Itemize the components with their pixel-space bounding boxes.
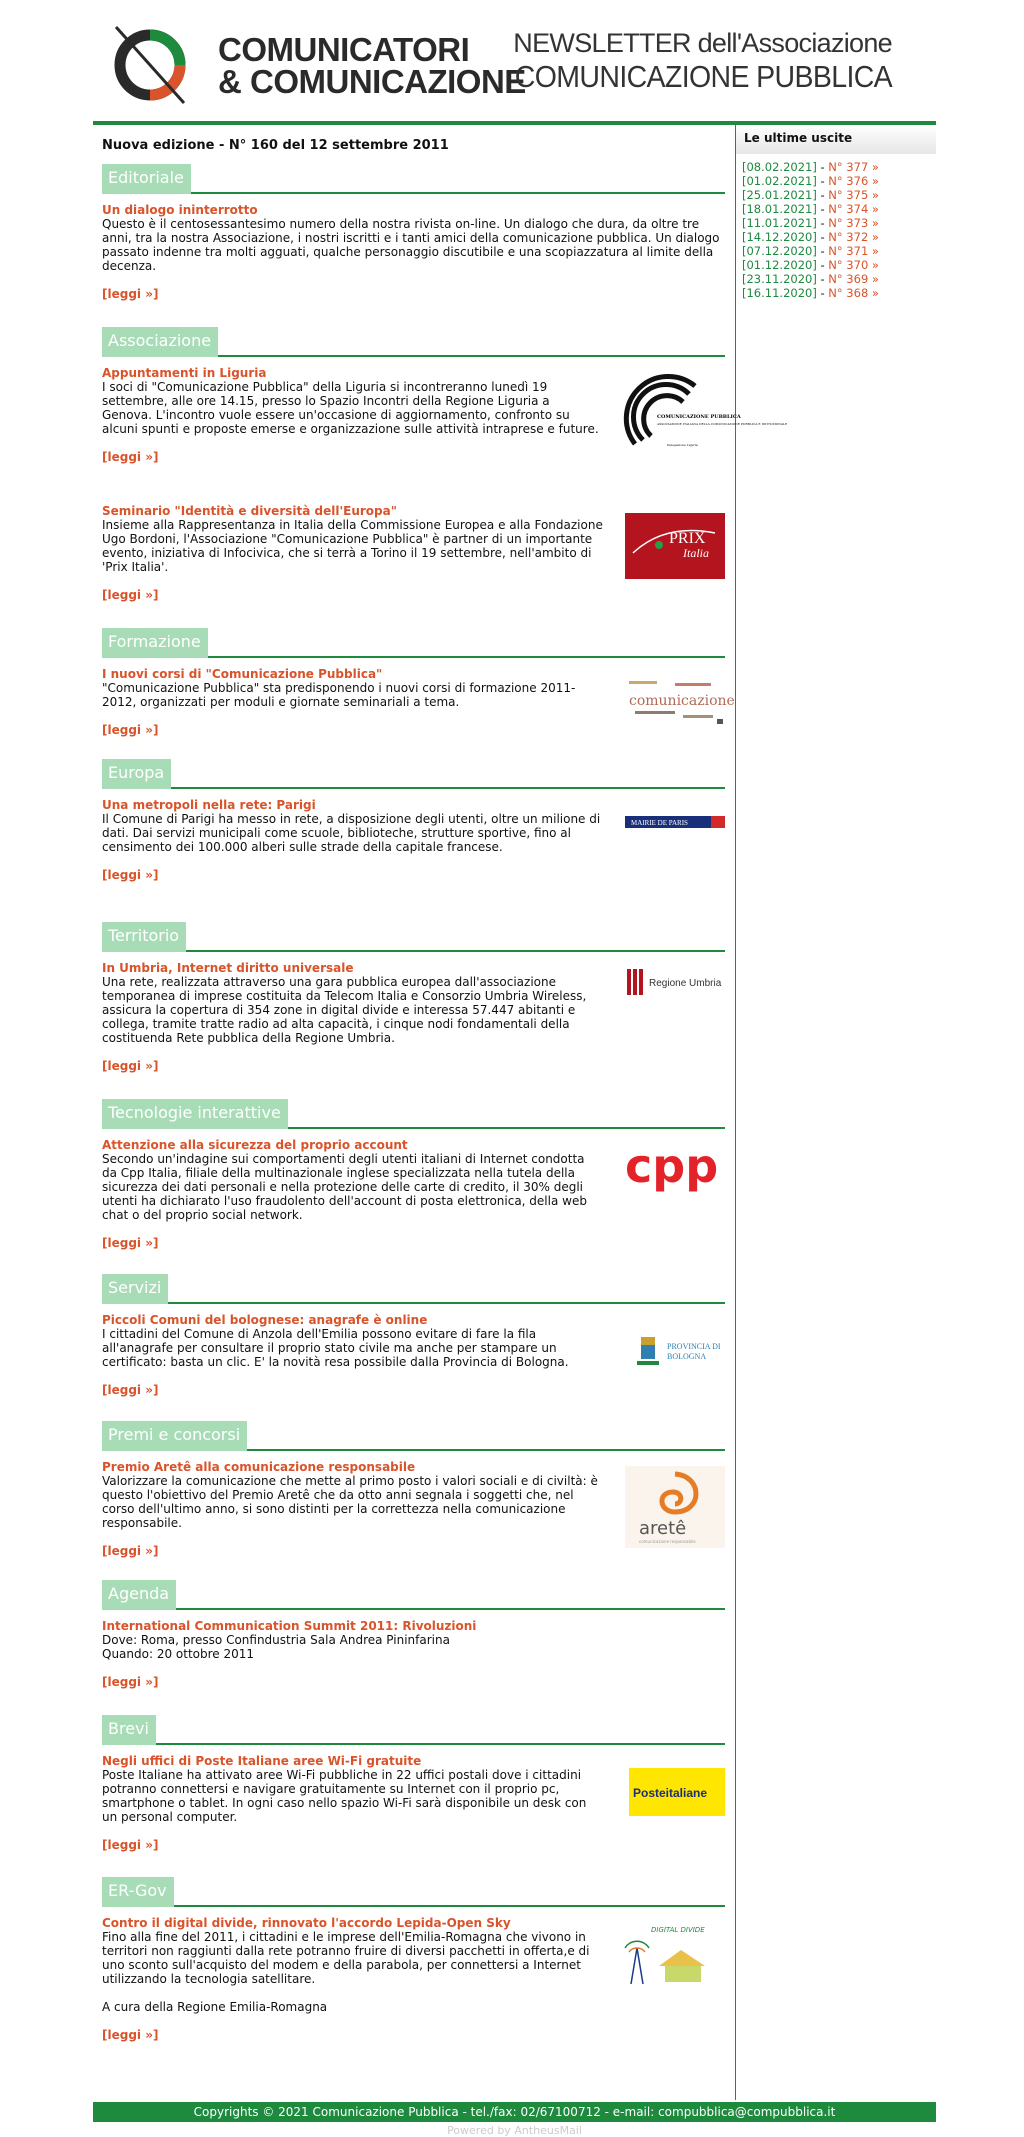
article xyxy=(102,203,725,321)
section-label: ER-Gov xyxy=(102,1877,174,1907)
issue-separator: - xyxy=(816,286,829,300)
sidebar xyxy=(736,125,936,306)
list-item[interactable] xyxy=(742,188,930,202)
thumb-text: comunicazione xyxy=(629,693,735,709)
section-label: Servizi xyxy=(102,1274,168,1304)
section-header xyxy=(102,327,725,357)
thumb-text: ASSOCIAZIONE ITALIANA DELLA COMUNICAZIONE PUBBLICA E ISTITUZIONALE xyxy=(657,422,788,426)
read-more-link[interactable]: [leggi »] xyxy=(102,1383,159,1397)
section-label: Territorio xyxy=(102,922,186,952)
thumb-text: DIGITAL DIVIDE xyxy=(651,1926,705,1934)
issue-link[interactable]: N° 375 » xyxy=(828,188,879,202)
read-more-link[interactable]: [leggi »] xyxy=(102,450,159,464)
article xyxy=(102,1460,725,1574)
issue-separator: - xyxy=(816,244,829,258)
read-more-link[interactable]: [leggi »] xyxy=(102,1838,159,1852)
article-text: I cittadini del Comune di Anzola dell'Emilia possono evitare di fare la fila all'anagrafe per consultare il proprio stato civile ma anche per stampare un certificato: basta un clic. E' la novità resa possibile dalla Provincia di Bologna. xyxy=(102,1327,569,1369)
list-item[interactable] xyxy=(742,286,930,300)
article-title-link[interactable]: Premio Aretê alla comunicazione responsabile xyxy=(102,1460,416,1474)
issue-date: [07.12.2020] xyxy=(742,244,817,258)
section-header xyxy=(102,922,725,952)
issue-list xyxy=(736,154,936,306)
comunicazione-pubblica-logo-icon xyxy=(625,374,788,454)
issue-separator: - xyxy=(816,202,829,216)
newsletter-line-2: COMUNICAZIONE PUBBLICA xyxy=(514,59,892,94)
issue-date: [14.12.2020] xyxy=(742,230,817,244)
sidebar-title: Le ultime uscite xyxy=(736,125,936,154)
issue-date: [01.12.2020] xyxy=(742,258,817,272)
article-title-link[interactable]: Contro il digital divide, rinnovato l'accordo Lepida-Open Sky xyxy=(102,1916,511,1930)
edition-title: Nuova edizione - N° 160 del 12 settembre 2011 xyxy=(102,138,449,153)
article xyxy=(102,1916,725,2046)
word-cloud-icon xyxy=(625,675,735,727)
issue-date: [18.01.2021] xyxy=(742,202,817,216)
read-more-link[interactable]: [leggi »] xyxy=(102,2028,159,2042)
article xyxy=(102,961,725,1093)
list-item[interactable] xyxy=(742,244,930,258)
issue-separator: - xyxy=(816,272,829,286)
article xyxy=(102,1619,725,1709)
article-text: Questo è il centosessantesimo numero della nostra rivista on-line. Un dialogo che dura, da oltre tre anni, tra la nostra Associazione, i nostri iscritti e i tanti amici della comunicazione pubblica. Un dialogo passato indenne tra molti agguati, qualche personaggio discutibile e una scopiazzatura al limite della decenza. xyxy=(102,217,720,273)
read-more-link[interactable]: [leggi »] xyxy=(102,723,159,737)
issue-link[interactable]: N° 376 » xyxy=(828,174,879,188)
issue-date: [01.02.2021] xyxy=(742,174,817,188)
section-header xyxy=(102,1715,725,1745)
article-text: Una rete, realizzata attraverso una gara pubblica europea dall'associazione temporanea di imprese costituita da Telecom Italia e Consorzio Umbria Wireless, assicura la copertura di 354 zone in digital divide e interessa 57.447 abitanti e collega, tramite tratte radio ad alta capacità, i cinque nodi fondamentali della costituenda Rete pubblica della Regione Umbria. xyxy=(102,975,587,1045)
section-label: Brevi xyxy=(102,1715,156,1745)
article-text: Valorizzare la comunicazione che mette al primo posto i valori sociali e di civiltà: è questo l'obiettivo del Premio Aretê che da otto anni segnala i soggetti che, nel corso dell'ultimo anno, si sono distinti per la correttezza nella comunicazione responsabile. xyxy=(102,1474,598,1530)
list-item[interactable] xyxy=(742,174,930,188)
mairie-de-paris-logo-icon xyxy=(625,816,725,828)
issue-date: [23.11.2020] xyxy=(742,272,817,286)
read-more-link[interactable]: [leggi »] xyxy=(102,1544,159,1558)
prix-italia-logo-icon xyxy=(625,513,725,579)
article xyxy=(102,798,725,916)
thumb-text: cpp xyxy=(625,1139,719,1193)
article-title-link[interactable]: Appuntamenti in Liguria xyxy=(102,366,267,380)
issue-link[interactable]: N° 374 » xyxy=(828,202,879,216)
article-text: Il Comune di Parigi ha messo in rete, a disposizione degli utenti, oltre un milione di dati. Dai servizi municipali come scuole, biblioteche, strutture sportive, fino al censimento dei 100.000 alberi sulle strade della capitale francese. xyxy=(102,812,601,854)
logo-icon xyxy=(110,19,190,109)
header xyxy=(93,0,936,125)
footer: Copyrights © 2021 Comunicazione Pubblica - tel./fax: 02/67100712 - e-mail: compubblica@compubblica.it xyxy=(93,2102,936,2122)
article-text: Insieme alla Rappresentanza in Italia della Commissione Europea e alla Fondazione Ugo Bordoni, l'Associazione "Comunicazione Pubblica" è partner di un importante evento, iniziativa di Infocivica, che si terrà a Torino il 19 settembre, nell'ambito di 'Prix Italia'. xyxy=(102,518,603,574)
thumb-text: BOLOGNA xyxy=(667,1352,707,1361)
article-text: I soci di "Comunicazione Pubblica" della Liguria si incontreranno lunedì 19 settembre, alle ore 14.15, presso lo Spazio Incontri della Regione Liguria a Genova. L'incontro vuole essere un'occasione di aggiornamento, confronto su alcuni spunti e proposte emerse e organizzazione sulle attività intraprese e future. xyxy=(102,380,599,436)
newsletter-line-1: NEWSLETTER dell'Associazione xyxy=(513,28,892,58)
issue-link[interactable]: N° 377 » xyxy=(828,160,879,174)
section-header xyxy=(102,1099,725,1129)
article xyxy=(102,366,788,504)
read-more-link[interactable]: [leggi »] xyxy=(102,1059,159,1073)
section-label: Premi e concorsi xyxy=(102,1421,247,1451)
section-header xyxy=(102,1877,725,1907)
article-title-link[interactable]: Negli uffici di Poste Italiane aree Wi-Fi gratuite xyxy=(102,1754,422,1768)
digital-divide-logo-icon xyxy=(625,1922,725,1988)
arete-logo-icon xyxy=(625,1466,725,1548)
issue-link[interactable]: N° 372 » xyxy=(828,230,879,244)
section-label: Agenda xyxy=(102,1580,176,1610)
section-header xyxy=(102,164,725,194)
newsletter xyxy=(93,0,936,2136)
list-item[interactable] xyxy=(742,272,930,286)
thumb-text: COMUNICAZIONE PUBBLICA xyxy=(657,414,741,420)
article-text: Fino alla fine del 2011, i cittadini e le imprese dell'Emilia-Romagna che vivono in territori non raggiunti dalla rete potranno fruire di diversi pacchetti in offerta,e di uno sconto sull'acquisto del modem e della parabola, per connettersi a Internet utilizzando la tecnologia satellitare. A cura della Regione Emilia-Romagna xyxy=(102,1930,590,2014)
provincia-bologna-logo-icon xyxy=(635,1331,725,1375)
section-header xyxy=(102,628,725,658)
article-text: Dove: Roma, presso Confindustria Sala Andrea Pininfarina Quando: 20 ottobre 2011 xyxy=(102,1633,450,1661)
article-text: Poste Italiane ha attivato aree Wi-Fi pubbliche in 22 uffici postali dove i cittadini potranno connettersi e navigare gratuitamente su Internet con il proprio pc, smartphone o tablet. In ogni caso nello spazio Wi-Fi sarà disponibile un desk con un personal computer. xyxy=(102,1768,587,1824)
section-label: Associazione xyxy=(102,327,218,357)
issue-link[interactable]: N° 371 » xyxy=(828,244,879,258)
thumb-text: Posteitaliane xyxy=(633,1786,708,1800)
issue-separator: - xyxy=(816,230,829,244)
article-title-link[interactable]: Piccoli Comuni del bolognese: anagrafe è online xyxy=(102,1313,428,1327)
read-more-link[interactable]: [leggi »] xyxy=(102,287,159,301)
thumb-text: MAIRIE DE PARIS xyxy=(631,819,688,827)
article xyxy=(102,1138,725,1268)
issue-separator: - xyxy=(816,188,829,202)
issue-link[interactable]: N° 373 » xyxy=(828,216,879,230)
article-title-link[interactable]: In Umbria, Internet diritto universale xyxy=(102,961,354,975)
issue-date: [08.02.2021] xyxy=(742,160,817,174)
thumb-text: Delegazione Liguria xyxy=(667,443,698,447)
section-label: Europa xyxy=(102,759,171,789)
powered-by: Powered by AntheusMail xyxy=(447,2124,582,2137)
list-item[interactable] xyxy=(742,202,930,216)
thumb-text: aretê xyxy=(639,1518,687,1539)
read-more-link[interactable]: [leggi »] xyxy=(102,1236,159,1250)
thumb-text: PROVINCIA DI xyxy=(667,1342,721,1351)
list-item[interactable] xyxy=(742,160,930,174)
issue-date: [16.11.2020] xyxy=(742,286,817,300)
article-text: Secondo un'indagine sui comportamenti degli utenti italiani di Internet condotta da Cpp Italia, filiale della multinazionale inglese specializzata nella tutela della sicurezza dei dati personali e nella protezione delle carte di credito, il 30% degli utenti ha dichiarato l'uso fraudolento dell'account di posta elettronica, della web chat o del proprio social network. xyxy=(102,1152,587,1222)
cpp-logo-icon xyxy=(625,1139,725,1194)
thumb-text: comunicazione responsabile xyxy=(639,1539,696,1544)
article-title-link[interactable]: Attenzione alla sicurezza del proprio account xyxy=(102,1138,408,1152)
section-label: Editoriale xyxy=(102,164,191,194)
thumb-text: Regione Umbria xyxy=(649,978,722,989)
issue-separator: - xyxy=(816,174,829,188)
issue-separator: - xyxy=(816,216,829,230)
regione-umbria-logo-icon xyxy=(625,967,725,997)
article xyxy=(102,1754,725,1871)
section-label: Tecnologie interattive xyxy=(102,1099,288,1129)
brand-line-2: & COMUNICAZIONE xyxy=(218,63,526,100)
brand-line-1: COMUNICATORI xyxy=(218,31,470,68)
issue-date: [11.01.2021] xyxy=(742,216,817,230)
article-text: "Comunicazione Pubblica" sta predisponendo i nuovi corsi di formazione 2011-2012, organizzati per moduli e giornate seminariali a tema. xyxy=(102,681,576,709)
section-header xyxy=(102,1421,725,1451)
list-item[interactable] xyxy=(742,216,930,230)
list-item[interactable] xyxy=(742,230,930,244)
article xyxy=(102,504,725,622)
article xyxy=(102,667,735,753)
issue-link[interactable]: N° 369 » xyxy=(828,272,879,286)
issue-date: [25.01.2021] xyxy=(742,188,817,202)
list-item[interactable] xyxy=(742,258,930,272)
section-header xyxy=(102,759,725,789)
article-title-link[interactable]: International Communication Summit 2011: Rivoluzioni xyxy=(102,1619,477,1633)
article-title-link[interactable]: Seminario "Identità e diversità dell'Europa" xyxy=(102,504,397,518)
section-label: Formazione xyxy=(102,628,208,658)
article xyxy=(102,1313,725,1415)
section-header xyxy=(102,1274,725,1304)
read-more-link[interactable]: [leggi »] xyxy=(102,868,159,882)
read-more-link[interactable]: [leggi »] xyxy=(102,588,159,602)
article-title-link[interactable]: I nuovi corsi di "Comunicazione Pubblica" xyxy=(102,667,383,681)
article-title-link[interactable]: Una metropoli nella rete: Parigi xyxy=(102,798,316,812)
article-title-link[interactable]: Un dialogo ininterrotto xyxy=(102,203,258,217)
read-more-link[interactable]: [leggi »] xyxy=(102,1675,159,1689)
issue-separator: - xyxy=(816,160,829,174)
issue-separator: - xyxy=(816,258,829,272)
issue-link[interactable]: N° 368 » xyxy=(828,286,879,300)
section-header xyxy=(102,1580,725,1610)
issue-link[interactable]: N° 370 » xyxy=(828,258,879,272)
poste-italiane-logo-icon xyxy=(629,1768,725,1816)
thumb-text: Italia xyxy=(683,546,709,560)
thumb-text: PRIX xyxy=(669,530,706,547)
